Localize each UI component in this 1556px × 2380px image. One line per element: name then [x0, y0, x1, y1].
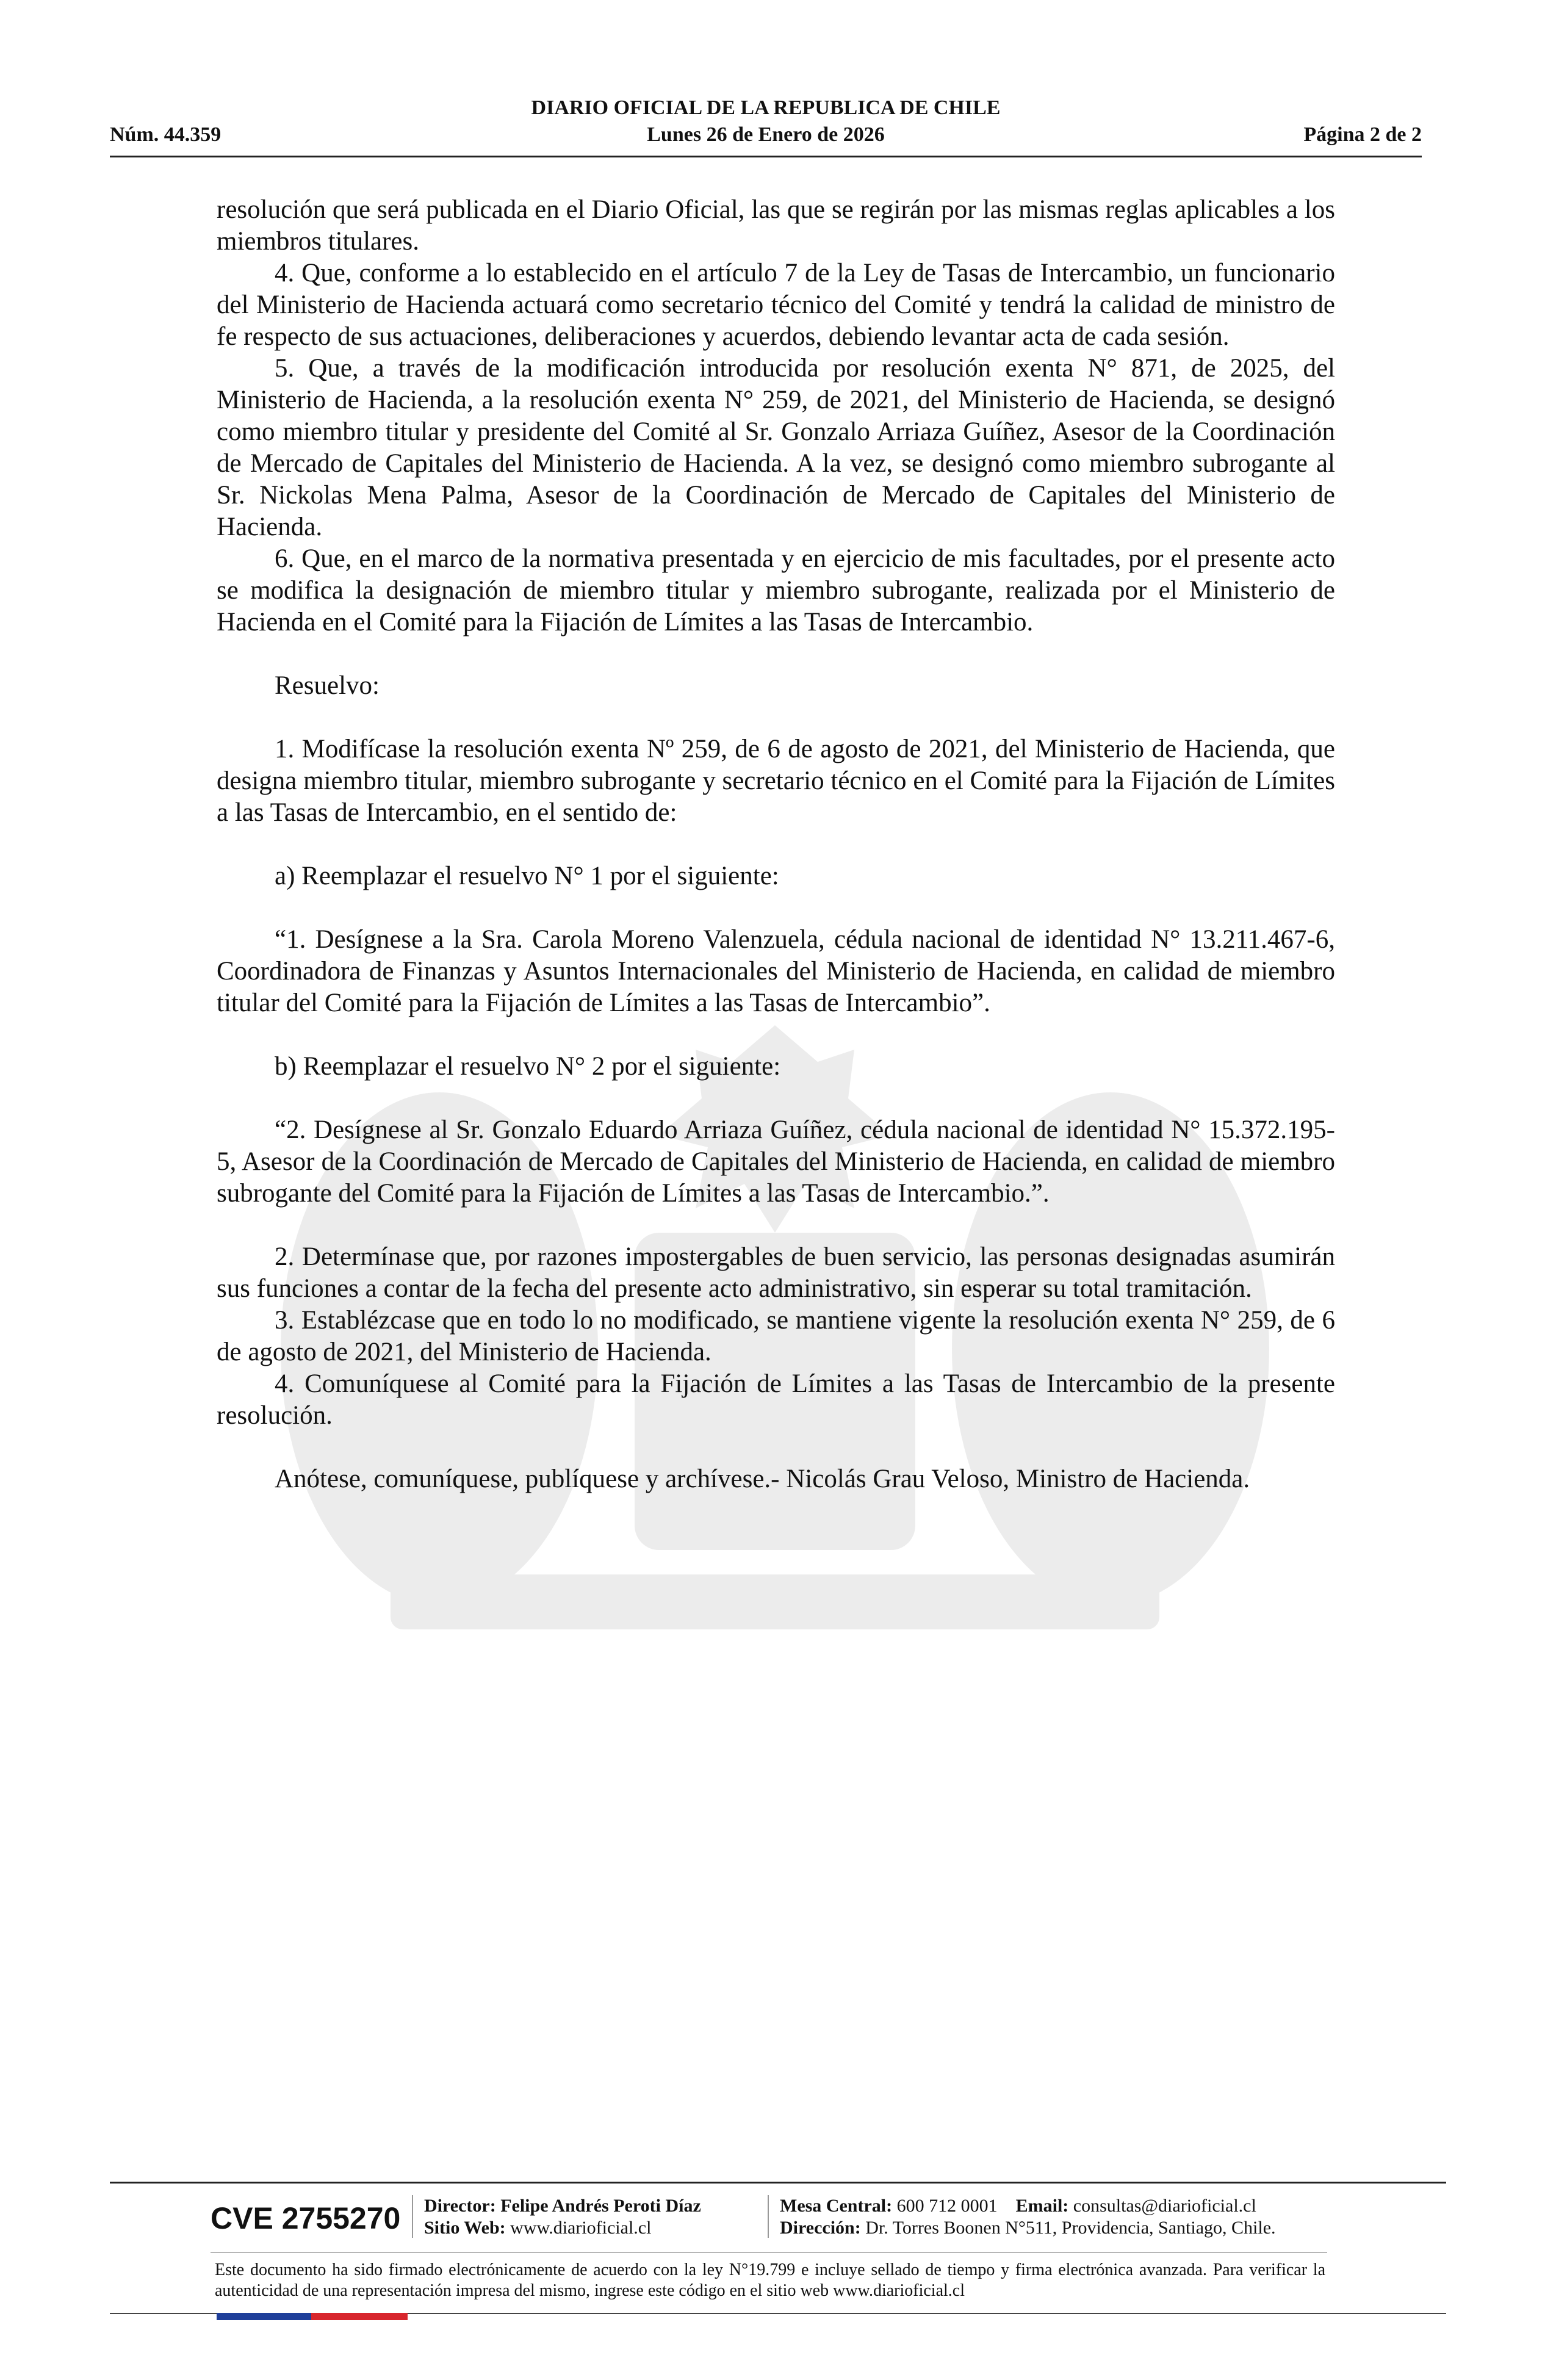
- footer-top-rule: [110, 2182, 1446, 2183]
- closing-signature: Anótese, comuníquese, publíquese y archívese.- Nicolás Grau Veloso, Ministro de Hacienda.: [275, 1465, 1250, 1493]
- issue-number: Núm. 44.359: [110, 123, 222, 146]
- email-link[interactable]: consultas@diarioficial.cl: [1073, 2196, 1256, 2216]
- flag-bar-blue: [217, 2313, 311, 2320]
- paragraph-considerando-6: 6. Que, en el marco de la normativa presentada y en ejercicio de mis facultades, por el presente acto se modifica la designación de miembro titular y miembro subrogante, realizada por el Ministerio de Hacienda en el Comité para la Fijación de Límites a las Tasas de Intercambio.: [217, 544, 1335, 636]
- email-label: Email:: [1015, 2196, 1069, 2216]
- mesa-value: 600 712 0001: [896, 2196, 998, 2216]
- legal-notice: Este documento ha sido firmado electrónicamente de acuerdo con la ley N°19.799 e incluye sellado de tiempo y firma electrónica avanzada. Para verificar la autenticidad de una representación impresa del mismo, ingrese este código en el sitio web www.diarioficial.cl: [215, 2260, 1325, 2300]
- paragraph-resuelvo-1: 1. Modifícase la resolución exenta Nº 259, de 6 de agosto de 2021, del Ministerio de Hacienda, que designa miembro titular, miembro subrogante y secretario técnico en el Comité para la Fijación de Límites a las Tasas de Intercambio, en el sentido de:: [217, 735, 1335, 827]
- address-value: Dr. Torres Boonen N°511, Providencia, Santiago, Chile.: [865, 2218, 1276, 2238]
- director-name: Felipe Andrés Peroti Díaz: [500, 2196, 701, 2216]
- paragraph-resuelvo-3: 3. Establézcase que en todo lo no modificado, se mantiene vigente la resolución exenta N° 259, de 6 de agosto de 2021, del Ministerio de Hacienda.: [217, 1306, 1335, 1366]
- flag-bar-red: [311, 2313, 408, 2320]
- site-label: Sitio Web:: [424, 2218, 506, 2238]
- issue-date: Lunes 26 de Enero de 2026: [647, 123, 885, 146]
- mesa-label: Mesa Central:: [780, 2196, 893, 2216]
- address-label: Dirección:: [780, 2218, 861, 2238]
- footer-divider: [412, 2195, 413, 2238]
- publication-title: [110, 95, 1422, 121]
- paragraph-considerando-4: 4. Que, conforme a lo establecido en el artículo 7 de la Ley de Tasas de Intercambio, un funcionario del Ministerio de Hacienda actuará como secretario técnico del Comité y tendrá la calidad de ministro de fe respecto de sus actuaciones, deliberaciones y acuerdos, debiendo levantar acta de cada sesión.: [217, 259, 1335, 351]
- document-body: [217, 194, 1335, 1495]
- resuelvo-heading: Resuelvo:: [275, 671, 380, 700]
- paragraph-resuelvo-4: 4. Comuníquese al Comité para la Fijación de Límites a las Tasas de Intercambio de la presente resolución.: [217, 1369, 1335, 1430]
- paragraph-resuelvo-2: 2. Determínase que, por razones impostergables de buen servicio, las personas designadas asumirán sus funciones a contar de la fecha del presente acto administrativo, sin esperar su total tramitación.: [217, 1242, 1335, 1303]
- footer-divider: [768, 2195, 769, 2238]
- paragraph-resuelvo-1b: b) Reemplazar el resuelvo N° 2 por el siguiente:: [275, 1052, 781, 1081]
- page-header: [110, 95, 1422, 157]
- paragraph-considerando-5: 5. Que, a través de la modificación introducida por resolución exenta N° 871, de 2025, del Ministerio de Hacienda, a la resolución exenta N° 259, de 2021, del Ministerio de Hacienda, se designó como miembro titular y presidente del Comité al Sr. Gonzalo Arriaza Guíñez, Asesor de la Coordinación de Mercado de Capitales del Ministerio de Hacienda. A la vez, se designó como miembro subrogante al Sr. Nickolas Mena Palma, Asesor de la Coordinación de Mercado de Capitales del Ministerio de Hacienda.: [217, 354, 1335, 541]
- cve-code: CVE 2755270: [211, 2201, 401, 2235]
- page-number: Página 2 de 2: [1303, 123, 1422, 146]
- paragraph-resuelvo-1b-text: “2. Desígnese al Sr. Gonzalo Eduardo Arriaza Guíñez, cédula nacional de identidad N° 15.372.195-5, Asesor de la Coordinación de Mercado de Capitales del Ministerio de Hacienda, en calidad de miembro subrogante del Comité para la Fijación de Límites a las Tasas de Intercambio.”.: [217, 1116, 1335, 1208]
- paragraph-continuation: resolución que será publicada en el Diario Oficial, las que se regirán por las mismas reglas aplicables a los miembros titulares.: [217, 195, 1335, 256]
- publication-name: DIARIO OFICIAL DE LA REPUBLICA DE CHILE: [531, 96, 1001, 119]
- director-label: Director:: [424, 2196, 496, 2216]
- footer-director-block: [424, 2195, 701, 2239]
- paragraph-resuelvo-1a-text: “1. Desígnese a la Sra. Carola Moreno Valenzuela, cédula nacional de identidad N° 13.211.467-6, Coordinadora de Finanzas y Asuntos Internacionales del Ministerio de Hacienda, en calidad de miembro titular del Comité para la Fijación de Límites a las Tasas de Intercambio”.: [217, 925, 1335, 1017]
- footer-contact-block: [780, 2195, 1276, 2239]
- site-link[interactable]: www.diarioficial.cl: [510, 2218, 652, 2238]
- paragraph-resuelvo-1a: a) Reemplazar el resuelvo N° 1 por el siguiente:: [275, 862, 779, 890]
